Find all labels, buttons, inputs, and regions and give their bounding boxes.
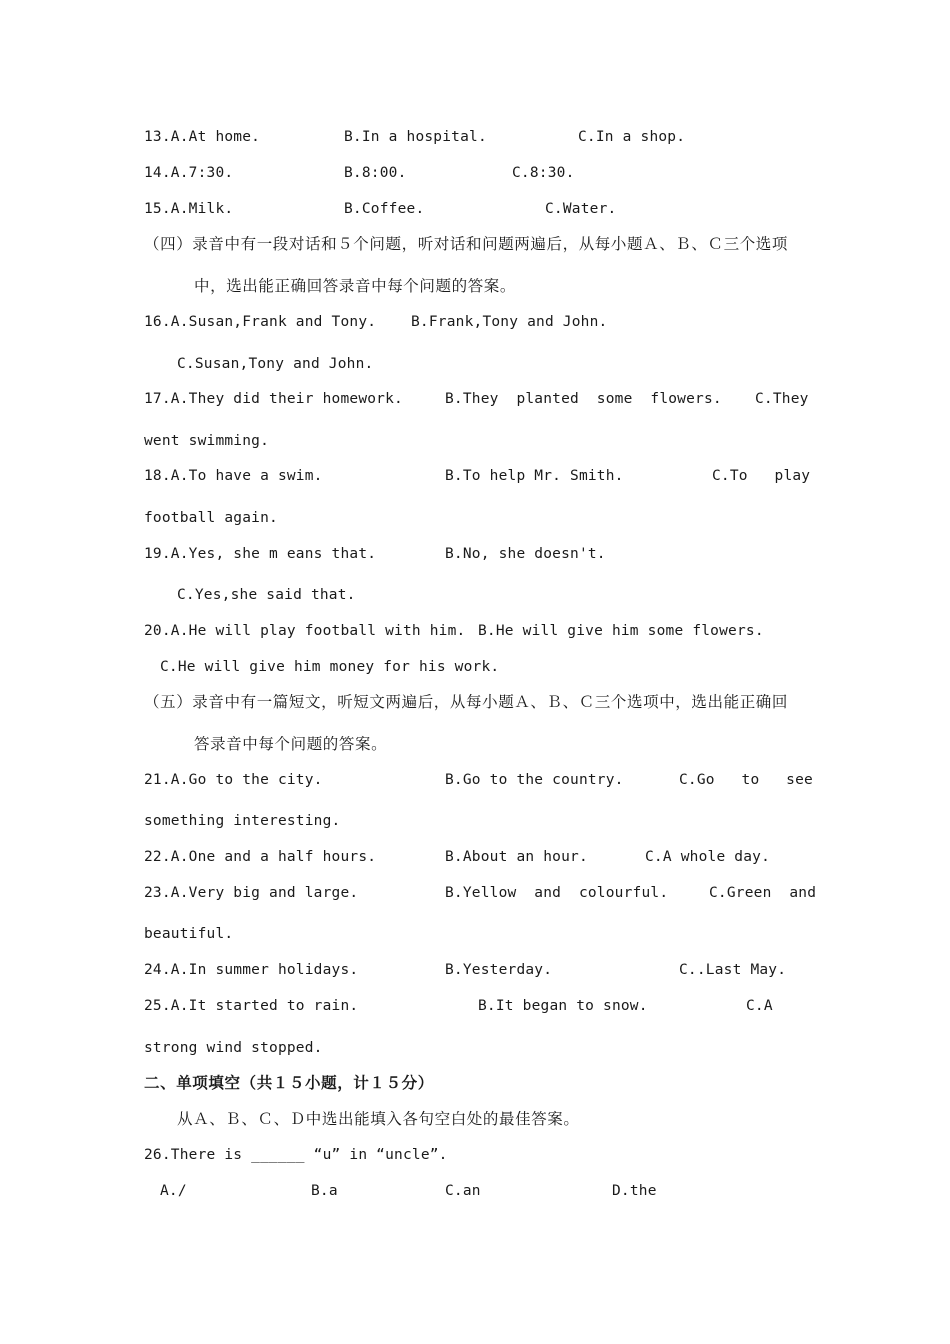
part2-heading: 二、单项填空（共１５小题，计１５分） [144, 1074, 434, 1092]
q21-option-a: 21.A.Go to the city. [144, 772, 323, 788]
q21-option-c-continued: something interesting. [144, 813, 341, 829]
q21-option-c: C.Go to see [679, 772, 813, 788]
q24-option-a: 24.A.In summer holidays. [144, 962, 359, 978]
q26-option-b: B.a [311, 1183, 338, 1199]
q24-option-c: C..Last May. [679, 962, 787, 978]
q20-option-b: B.He will give him some flowers. [478, 623, 764, 639]
q23-option-c: C.Green and [709, 885, 817, 901]
q23-option-a: 23.A.Very big and large. [144, 885, 359, 901]
q18-option-b: B.To help Mr. Smith. [445, 468, 624, 484]
q22-option-c: C.A whole day. [645, 849, 771, 865]
q23-option-c-continued: beautiful. [144, 926, 234, 942]
q15-option-c: C.Water. [545, 201, 617, 217]
q25-option-c-continued: strong wind stopped. [144, 1040, 323, 1056]
q18-option-c: C.To play [712, 468, 811, 484]
q18-option-a: 18.A.To have a swim. [144, 468, 323, 484]
q14-option-a: 14.A.7:30. [144, 165, 234, 181]
q18-option-c-continued: football again. [144, 510, 278, 526]
section5-instruction-line1: （五）录音中有一篇短文，听短文两遍后，从每小题Ａ、Ｂ、Ｃ三个选项中，选出能正确回 [144, 693, 789, 711]
q25-option-c: C.A [746, 998, 773, 1014]
q26-option-d: D.the [612, 1183, 657, 1199]
q19-option-a: 19.A.Yes, she m eans that. [144, 546, 377, 562]
q19-option-c: C.Yes,she said that. [177, 587, 356, 603]
q16-option-c: C.Susan,Tony and John. [177, 356, 374, 372]
q15-option-b: B.Coffee. [344, 201, 425, 217]
q23-option-b: B.Yellow and colourful. [445, 885, 669, 901]
q26-stem: 26.There is ______ “u” in “uncle”. [144, 1147, 448, 1163]
q14-option-b: B.8:00. [344, 165, 407, 181]
q20-option-c: C.He will give him money for his work. [160, 659, 500, 675]
q17-option-a: 17.A.They did their homework. [144, 391, 403, 407]
q15-option-a: 15.A.Milk. [144, 201, 234, 217]
section5-instruction-line2: 答录音中每个问题的答案。 [194, 735, 388, 753]
part2-instruction: 从Ａ、Ｂ、Ｃ、Ｄ中选出能填入各句空白处的最佳答案。 [177, 1110, 580, 1128]
q20-option-a: 20.A.He will play football with him. [144, 623, 466, 639]
q16-option-a: 16.A.Susan,Frank and Tony. [144, 314, 377, 330]
q13-option-c: C.In a shop. [578, 129, 686, 145]
q22-option-b: B.About an hour. [445, 849, 588, 865]
q17-option-c-continued: went swimming. [144, 433, 270, 449]
section4-instruction-line1: （四）录音中有一段对话和５个问题，听对话和问题两遍后，从每小题Ａ、Ｂ、Ｃ三个选项 [144, 235, 789, 253]
q14-option-c: C.8:30. [512, 165, 575, 181]
q17-option-b: B.They planted some flowers. [445, 391, 722, 407]
q19-option-b: B.No, she doesn't. [445, 546, 606, 562]
q13-option-b: B.In a hospital. [344, 129, 487, 145]
section4-instruction-line2: 中，选出能正确回答录音中每个问题的答案。 [194, 277, 517, 295]
q24-option-b: B.Yesterday. [445, 962, 553, 978]
q26-option-a: A./ [160, 1183, 187, 1199]
q25-option-b: B.It began to snow. [478, 998, 648, 1014]
q25-option-a: 25.A.It started to rain. [144, 998, 359, 1014]
q21-option-b: B.Go to the country. [445, 772, 624, 788]
q17-option-c: C.They [755, 391, 809, 407]
q26-option-c: C.an [445, 1183, 481, 1199]
q16-option-b: B.Frank,Tony and John. [411, 314, 608, 330]
q22-option-a: 22.A.One and a half hours. [144, 849, 377, 865]
q13-option-a: 13.A.At home. [144, 129, 261, 145]
